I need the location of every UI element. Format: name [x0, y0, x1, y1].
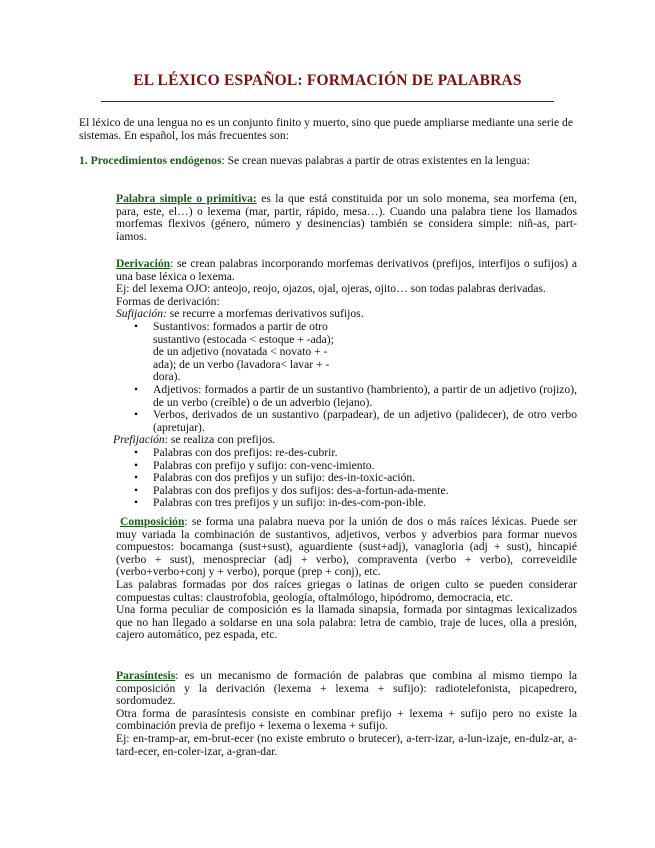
simple-word-term: Palabra simple o primitiva: — [116, 192, 257, 205]
bullet-icon: • — [134, 445, 139, 459]
suffixation-line: Sufijación: se recurre a morfemas derivativos sufijos. — [116, 307, 364, 321]
prefixation-list — [133, 447, 577, 510]
section-label: Procedimientos endógenos — [90, 154, 222, 167]
composition-cultas: Las palabras formadas por dos raíces griegas o latinas de origen culto se pueden considerar compuestas cultas: claustrofobia, geología, oftalmólogo, hipódromo, democracia, etc. — [116, 577, 577, 604]
derivation-block — [113, 257, 577, 510]
prefixation-line: Prefijación: se realiza con prefijos. — [113, 433, 276, 447]
suffixation-label: Sufijación: — [116, 307, 167, 321]
list-item: • Sustantivos: formados a partir de otro sustantivo (estocada < estoque + -ada); de un adjetivo (novatada < novato + -ada); de un verbo (lavadora< lavar + -dora). — [134, 319, 334, 384]
composition-paragraph: Composición: se forma una palabra nueva por la unión de dos o más raíces léxicas. Puede ser muy variada la combinación de sustantivos, adjetivos, verbos y adverbios para formar nuevos compuestos: bocamanga (sust+sust), aguardiente (sust+adj), vanagloria (adj + sust), hincapié (verbo + sust), menospreciar (adj + verbo), compraventa (verbo + verbo), correveidile (verbo+verbo+conj y + verbo), porque (prep + conj), etc. — [116, 515, 577, 579]
list-item: • Palabras con dos prefijos y dos sufijos: des-a-fortun-ada-mente. — [134, 483, 449, 497]
parasynthesis-example: Ej: en-tramp-ar, em-brut-ecer (no existe embruto o brutecer), a-terr-izar, a-lun-izaje, en-dulz-ar, a-tard-ecer, en-coler-izar, a-gran-dar. — [116, 731, 577, 758]
derivation-example: Ej: del lexema OJO: anteojo, reojo, ojazos, ojal, ojeras, ojito… son todas palabras derivadas. — [116, 282, 546, 296]
parasynthesis-term: Parasíntesis — [116, 669, 176, 682]
title-underline — [101, 101, 554, 102]
prefixation-label: Prefijación — [113, 433, 165, 447]
bullet-icon: • — [134, 319, 139, 333]
list-item: • Palabras con dos prefijos: re-des-cubrir. — [134, 445, 338, 459]
bullet-icon: • — [134, 382, 139, 396]
derivation-term: Derivación — [116, 257, 171, 270]
bullet-icon: • — [134, 483, 139, 497]
composition-term: Composición — [120, 515, 185, 528]
suffixation-list — [133, 321, 577, 434]
list-item: • Palabras con dos prefijos y un sufijo: des-in-toxic-ación. — [134, 471, 416, 485]
list-item: • Palabras con tres prefijos y un sufijo: in-des-com-pon-ible. — [134, 496, 427, 510]
bullet-icon: • — [134, 408, 139, 422]
composition-sinapsia: Una forma peculiar de composición es la llamada sinapsia, formada por sintagmas lexicalizados que no han llegado a soldarse en una sola palabra: letra de cambio, traje de luces, olla a presión, cajero automático, pez espada, etc. — [116, 603, 577, 642]
list-item: • Palabras con prefijo y sufijo: con-venc-imiento. — [134, 458, 375, 472]
derivation-forms-label: Formas de derivación: — [116, 294, 220, 308]
derivation-paragraph: Derivación: se crean palabras incorporando morfemas derivativos (prefijos, interfijos o sufijos) a una base léxica o lexema. — [116, 257, 577, 283]
parasynthesis-other: Otra forma de parasíntesis consiste en combinar prefijo + lexema + sufijo pero no existe la combinación previa de prefijo + lexema o lexema + sufijo. — [116, 706, 577, 733]
section-1-heading: 1. Procedimientos endógenos: Se crean nuevas palabras a partir de otras existentes en la lengua: — [79, 154, 530, 167]
parasynthesis-block — [116, 670, 577, 758]
parasynthesis-paragraph: Parasíntesis: es un mecanismo de formación de palabras que combina al mismo tiempo la composición y la derivación (lexema + lexema + sufijo): radiotelefonista, picapedrero, sordomudez. — [116, 669, 577, 708]
list-item: • Adjetivos: formados a partir de un sustantivo (hambriento), a partir de un adjetivo (rojizo), de un verbo (creíble) o de un adverbio (lejano). — [134, 382, 577, 409]
bullet-icon: • — [134, 458, 139, 472]
simple-word-paragraph: Palabra simple o primitiva: es la que está constituida por un solo monema, sea morfema (en, para, este, el…) o lexema (mar, partir, rápido, mesa…). Cuando una palabra tiene los llamados morfemas flexivos (género, número y desinencias) también se considera simple: niñ-as, part-íamos. — [116, 192, 577, 243]
section-number: 1. — [79, 154, 88, 167]
list-item: • Verbos, derivados de un sustantivo (parpadear), de un adjetivo (palidecer), de otro verbo (apretujar). — [134, 408, 577, 434]
composition-block — [116, 516, 577, 642]
page-title: EL LÉXICO ESPAÑOL: FORMACIÓN DE PALABRAS — [133, 72, 522, 89]
intro-paragraph: El léxico de una lengua no es un conjunto finito y muerto, sino que puede ampliarse mediante una serie de sistemas. En español, los más frecuentes son: — [79, 116, 573, 142]
bullet-icon: • — [134, 471, 139, 485]
bullet-icon: • — [134, 496, 139, 510]
